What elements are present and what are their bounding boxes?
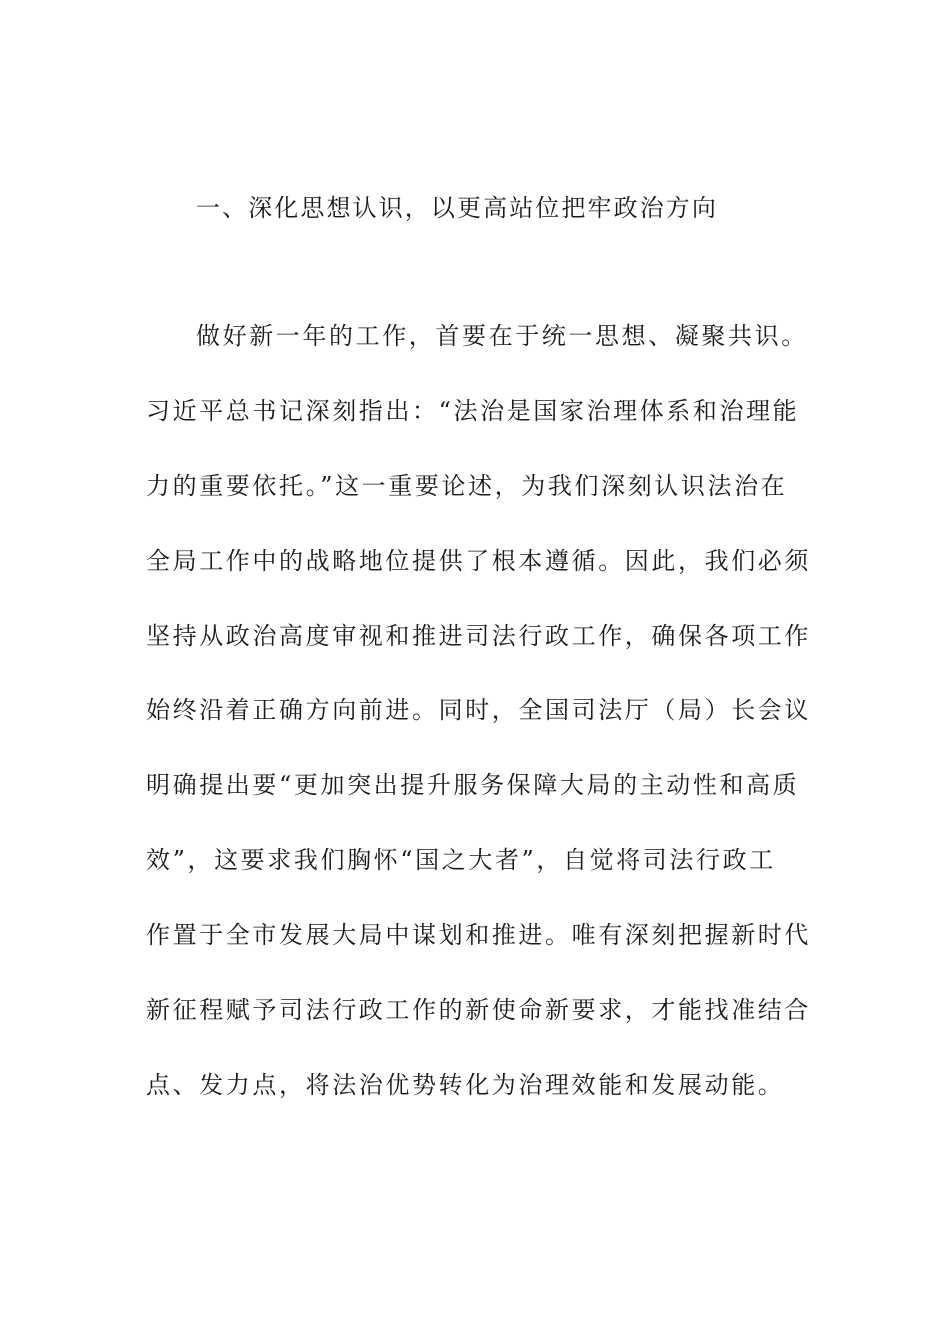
paragraph-line: 力的重要依托。”这一重要论述，为我们深刻认识法治在	[146, 471, 788, 500]
body-paragraph	[146, 316, 816, 1140]
paragraph-line: 明确提出要“更加突出提升服务保障大局的主动性和高质	[146, 771, 800, 800]
paragraph-line: 做好新一年的工作，首要在于统一思想、凝聚共识。	[196, 322, 808, 350]
paragraph-line: 始终沿着正确方向前进。同时，全国司法厅（局）长会议	[146, 696, 811, 725]
paragraph-line: 坚持从政治高度审视和推进司法行政工作，确保各项工作	[146, 621, 811, 650]
paragraph-line: 点、发力点，将法治优势转化为治理效能和发展动能。	[146, 1070, 785, 1099]
paragraph-line: 全局工作中的战略地位提供了根本遵循。因此，我们必须	[146, 546, 811, 575]
section-heading: 一、深化思想认识，以更高站位把牢政治方向	[196, 194, 718, 222]
paragraph-line: 习近平总书记深刻指出：“法治是国家治理体系和治理能	[146, 396, 800, 425]
paragraph-line: 作置于全市发展大局中谋划和推进。唯有深刻把握新时代	[146, 921, 811, 950]
paragraph-line: 效”，这要求我们胸怀“国之大者”，自觉将司法行政工	[146, 846, 776, 875]
paragraph-line: 新征程赋予司法行政工作的新使命新要求，才能找准结合	[146, 996, 811, 1025]
